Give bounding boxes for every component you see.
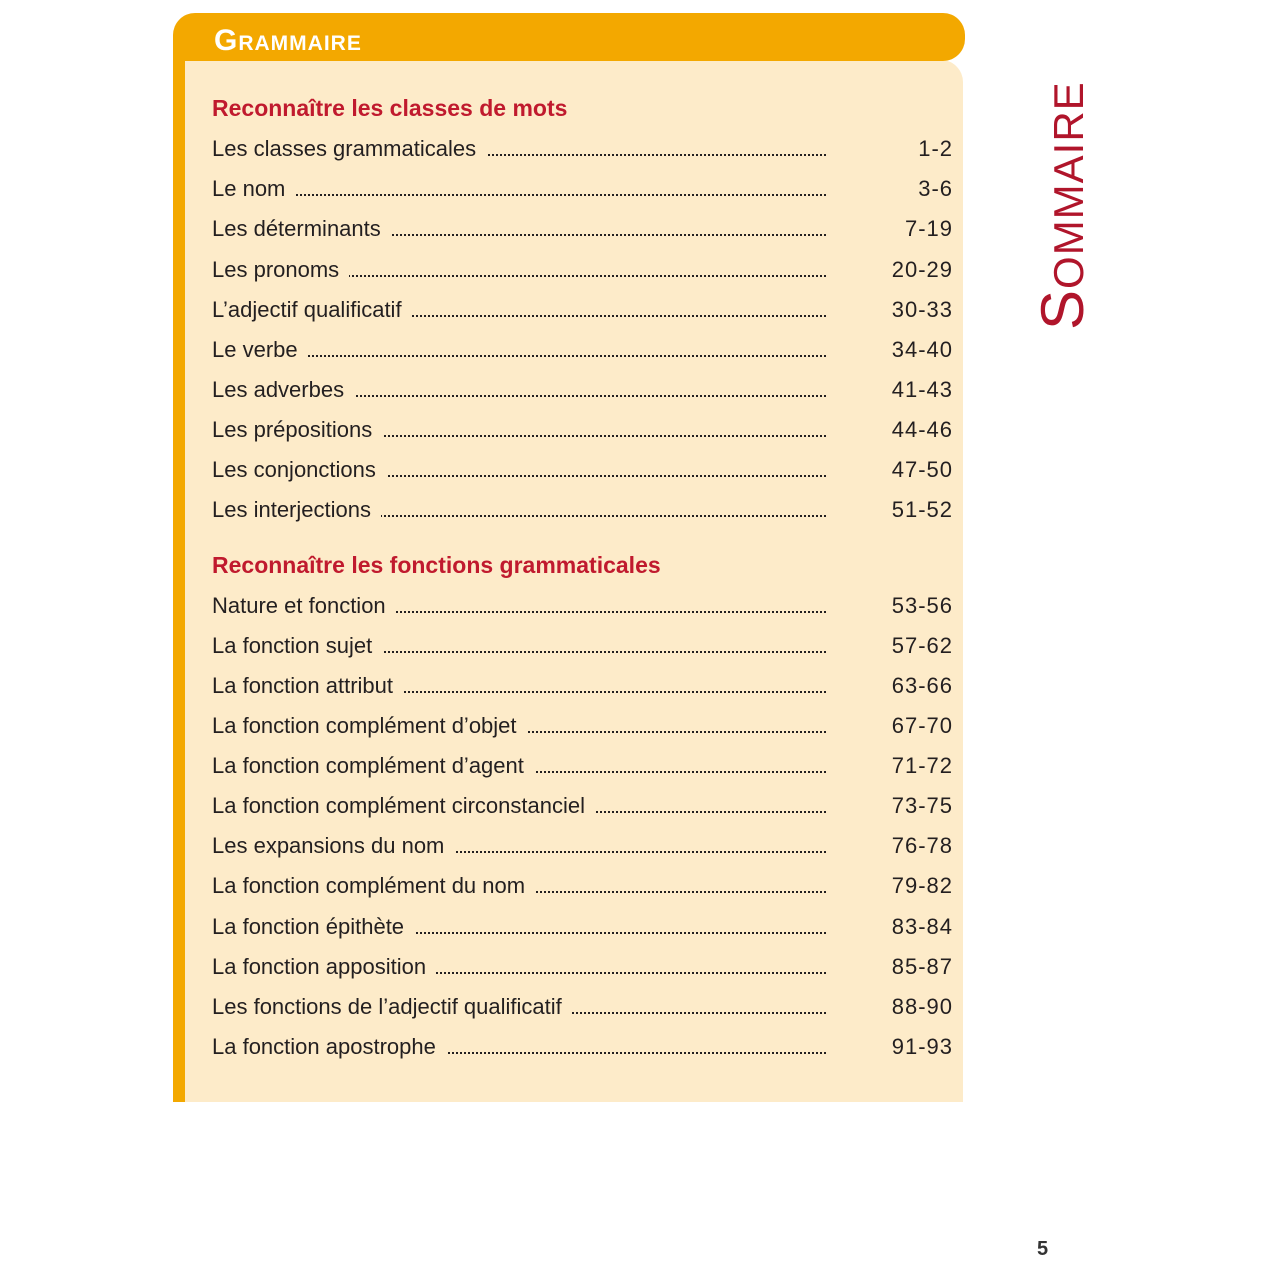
- toc-entry-label: La fonction épithète: [212, 912, 414, 942]
- toc-entry-pages: 88-90: [891, 994, 953, 1019]
- toc-entry[interactable]: [212, 255, 953, 285]
- toc-entry-pages: 73-75: [891, 793, 953, 818]
- toc-entry-label: Le verbe: [212, 335, 308, 365]
- toc-entry[interactable]: [212, 415, 953, 445]
- toc-entry-pages: 79-82: [891, 873, 953, 898]
- toc-entry-label: La fonction sujet: [212, 631, 382, 661]
- toc-entry[interactable]: [212, 791, 953, 821]
- toc-entry-pages: 20-29: [891, 257, 953, 282]
- toc-entry[interactable]: [212, 134, 953, 164]
- page-number: 5: [1037, 1238, 1049, 1260]
- toc-entry-pages: 71-72: [891, 753, 953, 778]
- toc-entry-label: La fonction complément du nom: [212, 871, 535, 901]
- toc-entry[interactable]: [212, 375, 953, 405]
- toc-entry-label: La fonction attribut: [212, 671, 403, 701]
- toc-entry-pages: 85-87: [891, 954, 953, 979]
- toc-entry-pages: 3-6: [918, 176, 953, 201]
- toc-entry[interactable]: [212, 214, 953, 244]
- toc-entry-pages: 44-46: [891, 417, 953, 442]
- toc-entry-label: Les fonctions de l’adjectif qualificatif: [212, 992, 572, 1022]
- section-title: Grammaire: [214, 24, 362, 57]
- toc-entry-pages: 83-84: [891, 914, 953, 939]
- toc-entry-label: La fonction apposition: [212, 952, 436, 982]
- sommaire-vertical-title: Sommaire: [1029, 81, 1096, 330]
- toc-entry-pages: 51-52: [891, 497, 953, 522]
- toc-entry[interactable]: [212, 952, 953, 982]
- section-heading-functions: Reconnaître les fonctions grammaticales: [212, 552, 661, 578]
- section-heading-classes: Reconnaître les classes de mots: [212, 95, 568, 121]
- toc-entry[interactable]: [212, 335, 953, 365]
- toc-entry[interactable]: [212, 992, 953, 1022]
- toc-entry-pages: 53-56: [891, 593, 953, 618]
- toc-entry[interactable]: [212, 295, 953, 325]
- toc-entry-label: Les interjections: [212, 495, 381, 525]
- toc-entry-pages: 1-2: [918, 136, 953, 161]
- toc-entry-label: Nature et fonction: [212, 591, 396, 621]
- toc-entry-label: La fonction complément d’agent: [212, 751, 534, 781]
- toc-entry[interactable]: [212, 671, 953, 701]
- toc-entry[interactable]: [212, 495, 953, 525]
- toc-entry[interactable]: [212, 871, 953, 901]
- toc-entry[interactable]: [212, 591, 953, 621]
- toc-entry-label: Les conjonctions: [212, 455, 386, 485]
- toc-entry-pages: 30-33: [891, 297, 953, 322]
- toc-entry-label: Les prépositions: [212, 415, 382, 445]
- toc-entry[interactable]: [212, 711, 953, 741]
- toc-entry-pages: 63-66: [891, 673, 953, 698]
- dot-leader: [212, 194, 826, 196]
- toc-entry[interactable]: [212, 631, 953, 661]
- toc-entry-label: Les adverbes: [212, 375, 354, 405]
- toc-entry[interactable]: [212, 831, 953, 861]
- toc-entry-pages: 67-70: [891, 713, 953, 738]
- toc-entry-label: Les déterminants: [212, 214, 391, 244]
- toc-entry-pages: 34-40: [891, 337, 953, 362]
- toc-entry-label: Les classes grammaticales: [212, 134, 486, 164]
- toc-entry[interactable]: [212, 751, 953, 781]
- toc-entry-label: Le nom: [212, 174, 295, 204]
- toc-entry-pages: 7-19: [904, 216, 953, 241]
- toc-entry-label: La fonction complément d’objet: [212, 711, 527, 741]
- toc-entry[interactable]: [212, 455, 953, 485]
- toc-entry-label: Les expansions du nom: [212, 831, 454, 861]
- toc-entry-label: La fonction apostrophe: [212, 1032, 446, 1062]
- toc-entry[interactable]: [212, 174, 953, 204]
- toc-entry-pages: 76-78: [891, 833, 953, 858]
- toc-entry-pages: 47-50: [891, 457, 953, 482]
- toc-entry-pages: 41-43: [891, 377, 953, 402]
- toc-entry[interactable]: [212, 912, 953, 942]
- toc-entry-pages: 91-93: [891, 1034, 953, 1059]
- toc-entry[interactable]: [212, 1032, 953, 1062]
- toc-entry-label: Les pronoms: [212, 255, 349, 285]
- toc-entry-label: La fonction complément circonstanciel: [212, 791, 595, 821]
- toc-entry-pages: 57-62: [891, 633, 953, 658]
- toc-entry-label: L’adjectif qualificatif: [212, 295, 412, 325]
